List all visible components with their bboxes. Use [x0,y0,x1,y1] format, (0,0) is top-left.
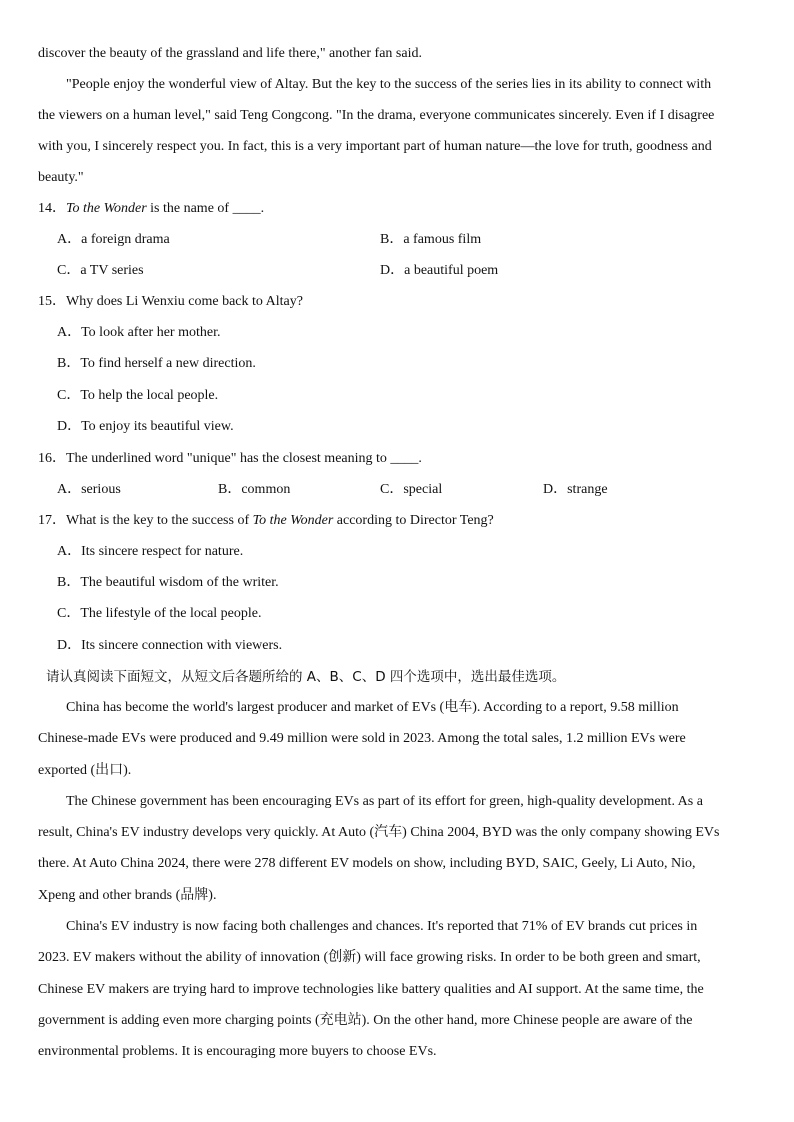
passage2-line-1: China has become the world's largest producer and market of EVs (电车). According to a report, 9.58 million [66,700,679,715]
question-text-post: according to Director Teng? [333,513,494,528]
section-instruction: 请认真阅读下面短文，从短文后各题所给的 A、B、C、D 四个选项中，选出最佳选项。 [46,669,566,685]
passage2-line-5: result, China's EV industry develops very quickly. At Auto (汽车) China 2004, BYD was the only company showing EVs [38,825,720,840]
q16-option-c[interactable]: C．special [380,482,443,497]
question-14-stem [38,199,264,219]
passage1-line-1: discover the beauty of the grassland and life there," another fan said. [38,46,422,61]
passage1-line-2: "People enjoy the wonderful view of Altay. But the key to the success of the series lies in its ability to connect with [66,77,712,92]
q16-option-d[interactable]: D．strange [543,482,608,497]
q17-option-d[interactable]: D．Its sincere connection with viewers. [57,638,283,653]
q14-option-b[interactable]: B．a famous film [380,232,482,247]
q17-option-c[interactable]: C．The lifestyle of the local people. [57,606,262,621]
q14-option-d[interactable]: D．a beautiful poem [380,263,499,278]
question-text-pre: 17．What is the key to the success of [38,513,253,528]
q15-option-c[interactable]: C．To help the local people. [57,388,219,403]
passage2-line-7: Xpeng and other brands (品牌). [38,888,217,903]
q15-option-a[interactable]: A．To look after her mother. [57,325,221,340]
question-text: is the name of ____. [146,201,265,216]
drama-title: To the Wonder [252,513,334,528]
q14-option-c[interactable]: C．a TV series [57,263,144,278]
passage1-line-5: beauty." [38,170,84,185]
passage2-line-11: government is adding even more charging points (充电站). On the other hand, more Chinese people are aware of the [38,1013,693,1028]
question-15-stem: 15．Why does Li Wenxiu come back to Altay? [38,294,303,309]
question-16-stem: 16．The underlined word "unique" has the closest meaning to ____. [38,451,422,466]
q15-option-d[interactable]: D．To enjoy its beautiful view. [57,419,234,434]
q17-option-b[interactable]: B．The beautiful wisdom of the writer. [57,575,279,590]
passage2-line-8: China's EV industry is now facing both challenges and chances. It's reported that 71% of EV brands cut prices in [66,919,698,934]
passage2-line-2: Chinese-made EVs were produced and 9.49 million were sold in 2023. Among the total sales, 1.2 million EVs were [38,731,686,746]
passage2-line-6: there. At Auto China 2024, there were 278 different EV models on show, including BYD, SAIC, Geely, Li Auto, Nio, [38,856,696,871]
q14-option-a[interactable]: A．a foreign drama [57,232,170,247]
passage2-line-3: exported (出口). [38,763,132,778]
passage2-line-12: environmental problems. It is encouraging more buyers to choose EVs. [38,1044,437,1059]
passage1-line-4: with you, I sincerely respect you. In fact, this is a very important part of human nature—the love for truth, goodness and [38,139,712,154]
q16-option-a[interactable]: A．serious [57,482,121,497]
passage2-line-10: Chinese EV makers are trying hard to improve technologies like battery qualities and AI support. At the same time, the [38,982,704,997]
q16-option-b[interactable]: B．common [218,482,291,497]
passage2-line-4: The Chinese government has been encouraging EVs as part of its effort for green, high-quality development. As a [66,794,703,809]
drama-title: To the Wonder [66,201,147,216]
passage1-line-3: the viewers on a human level," said Teng Congcong. "In the drama, everyone communicates sincerely. Even if I disagree [38,108,715,123]
question-number: 14． [38,201,66,216]
q15-option-b[interactable]: B．To find herself a new direction. [57,356,256,371]
question-17-stem [38,511,494,531]
q17-option-a[interactable]: A．Its sincere respect for nature. [57,544,244,559]
passage2-line-9: 2023. EV makers without the ability of innovation (创新) will face growing risks. In order to be both green and smart, [38,950,701,965]
